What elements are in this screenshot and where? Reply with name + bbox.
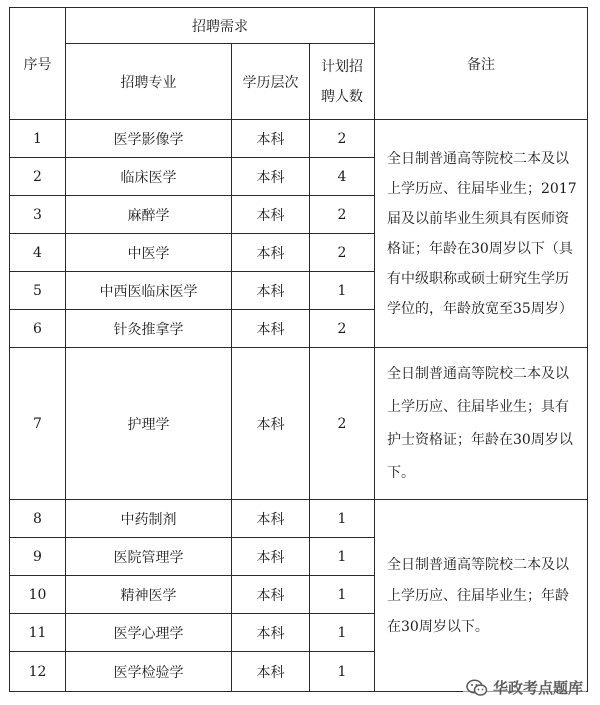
edu-cell: 本科 [232,348,310,500]
seq-cell: 6 [10,310,66,348]
watermark [463,676,586,699]
count-cell: 2 [310,234,375,272]
edu-cell: 本科 [232,614,310,652]
edu-cell: 本科 [232,652,310,692]
remark-header: 备注 [375,8,588,120]
edu-cell: 本科 [232,196,310,234]
remark-group-2: 全日制普通高等院校二本及以上学历应、往届毕业生；具有护士资格证；年龄在30周岁以下。 [375,348,588,500]
count-cell: 4 [310,158,375,196]
seq-cell: 7 [10,348,66,500]
major-header: 招聘专业 [66,44,232,120]
edu-header: 学历层次 [232,44,310,120]
count-cell: 2 [310,310,375,348]
count-cell: 2 [310,120,375,158]
major-cell: 护理学 [66,348,232,500]
seq-cell: 11 [10,614,66,652]
count-cell: 1 [310,538,375,576]
seq-cell: 10 [10,576,66,614]
seq-cell: 4 [10,234,66,272]
table-row [10,120,588,158]
remark-group-1: 全日制普通高等院校二本及以上学历应、往届毕业生；2017届及以前毕业生须具有医师资格证；年龄在30周岁以下（具有中级职称或硕士研究生学历学位的，年龄放宽至35周岁） [375,120,588,348]
seq-cell: 3 [10,196,66,234]
seq-cell: 12 [10,652,66,692]
count-cell: 1 [310,272,375,310]
header-row-1 [10,8,588,44]
major-cell: 精神医学 [66,576,232,614]
major-cell: 麻醉学 [66,196,232,234]
count-cell: 2 [310,196,375,234]
seq-cell: 2 [10,158,66,196]
count-cell: 1 [310,614,375,652]
group-header: 招聘需求 [66,8,375,44]
count-cell: 1 [310,576,375,614]
edu-cell: 本科 [232,120,310,158]
wechat-icon [466,679,488,697]
seq-header: 序号 [10,8,66,120]
edu-cell: 本科 [232,158,310,196]
count-cell: 1 [310,500,375,538]
seq-cell: 9 [10,538,66,576]
plan-header-line2: 聘人数 [321,88,363,105]
plan-header-line1: 计划招 [321,58,363,75]
edu-cell: 本科 [232,576,310,614]
seq-cell: 5 [10,272,66,310]
count-cell: 2 [310,348,375,500]
major-cell: 医学影像学 [66,120,232,158]
plan-count-header [310,44,375,120]
count-cell: 1 [310,652,375,692]
major-cell: 中西医临床医学 [66,272,232,310]
major-cell: 针灸推拿学 [66,310,232,348]
recruitment-table [9,7,588,692]
edu-cell: 本科 [232,234,310,272]
seq-cell: 8 [10,500,66,538]
major-cell: 临床医学 [66,158,232,196]
major-cell: 医学心理学 [66,614,232,652]
table-row [10,348,588,500]
major-cell: 医院管理学 [66,538,232,576]
major-cell: 医学检验学 [66,652,232,692]
watermark-text: 华政考点题库 [492,679,583,697]
remark-group-3: 全日制普通高等院校二本及以上学历应、往届毕业生；年龄在30周岁以下。 [375,500,588,692]
table-row [10,500,588,538]
edu-cell: 本科 [232,538,310,576]
seq-cell: 1 [10,120,66,158]
major-cell: 中药制剂 [66,500,232,538]
edu-cell: 本科 [232,310,310,348]
major-cell: 中医学 [66,234,232,272]
edu-cell: 本科 [232,500,310,538]
edu-cell: 本科 [232,272,310,310]
